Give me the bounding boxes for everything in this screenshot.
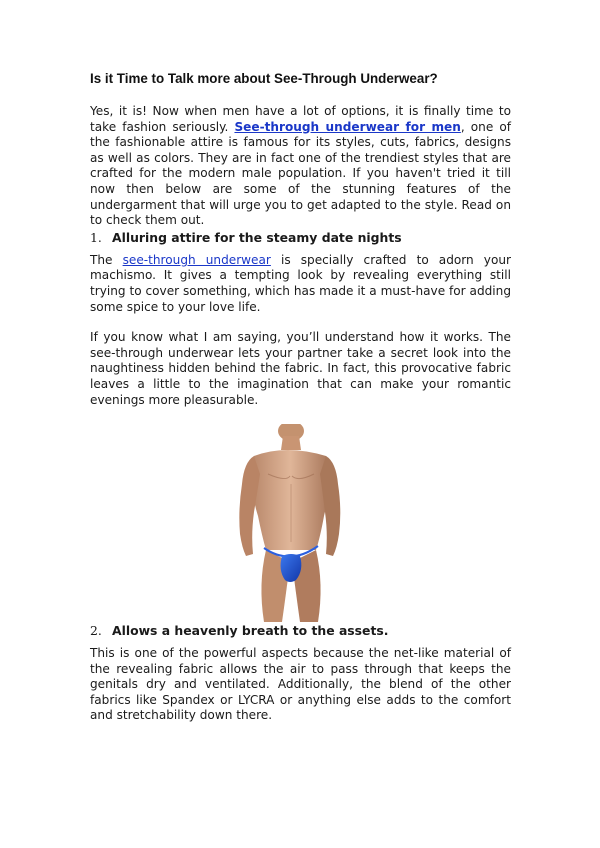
section-1-paragraph-1	[90, 253, 511, 315]
section-1-paragraph-2: If you know what I am saying, you’ll understand how it works. The see-through underwear lets your partner take a secret look into the naughtiness hidden behind the fabric. In fact, this provocative fabric leaves a little to the imagination that can make your romantic evenings more pleasurable.	[90, 330, 511, 407]
see-through-underwear-link[interactable]: see-through underwear	[122, 252, 271, 267]
section-1-p1-after: is specially crafted to adorn your machismo. It gives a tempting look by revealing everything still trying to cover something, which has made it a must-have for adding some spice to your love life.	[90, 252, 512, 314]
section-1-number: 1.	[90, 229, 102, 245]
section-1-heading	[90, 229, 511, 247]
section-1-title: Alluring attire for the steamy date nights	[112, 229, 402, 245]
see-through-underwear-for-men-link[interactable]: See-through underwear for men	[234, 119, 461, 134]
section-2-title: Allows a heavenly breath to the assets.	[112, 623, 389, 639]
article-body	[90, 70, 511, 724]
intro-text-after: , one of the fashionable attire is famous for its styles, cuts, fabrics, designs as well as colors. They are in fact one of the trendiest styles that are crafted for the modern male population. If you haven't tried it till now then below are some of the stunning features of the undergarment that will urge you to get adapted to the style. Read on to check them out.	[90, 119, 511, 228]
intro-text-before: Yes, it is! Now when men have a lot of options, it is finally time to take fashion seriously.	[90, 104, 511, 134]
intro-paragraph	[90, 104, 511, 229]
section-2-heading	[90, 622, 511, 640]
section-2-number: 2.	[90, 623, 102, 639]
product-photo	[186, 424, 416, 622]
article-title: Is it Time to Talk more about See-Through Underwear?	[90, 71, 438, 86]
section-2-paragraph-1: This is one of the powerful aspects because the net-like material of the revealing fabric allows the air to pass through that keeps the genitals dry and ventilated. Additionally, the blend of the other fabrics like Spandex or LYCRA or anything else adds to the comfort and stretchability down there.	[90, 646, 511, 723]
section-1-p1-before: The	[90, 252, 123, 267]
